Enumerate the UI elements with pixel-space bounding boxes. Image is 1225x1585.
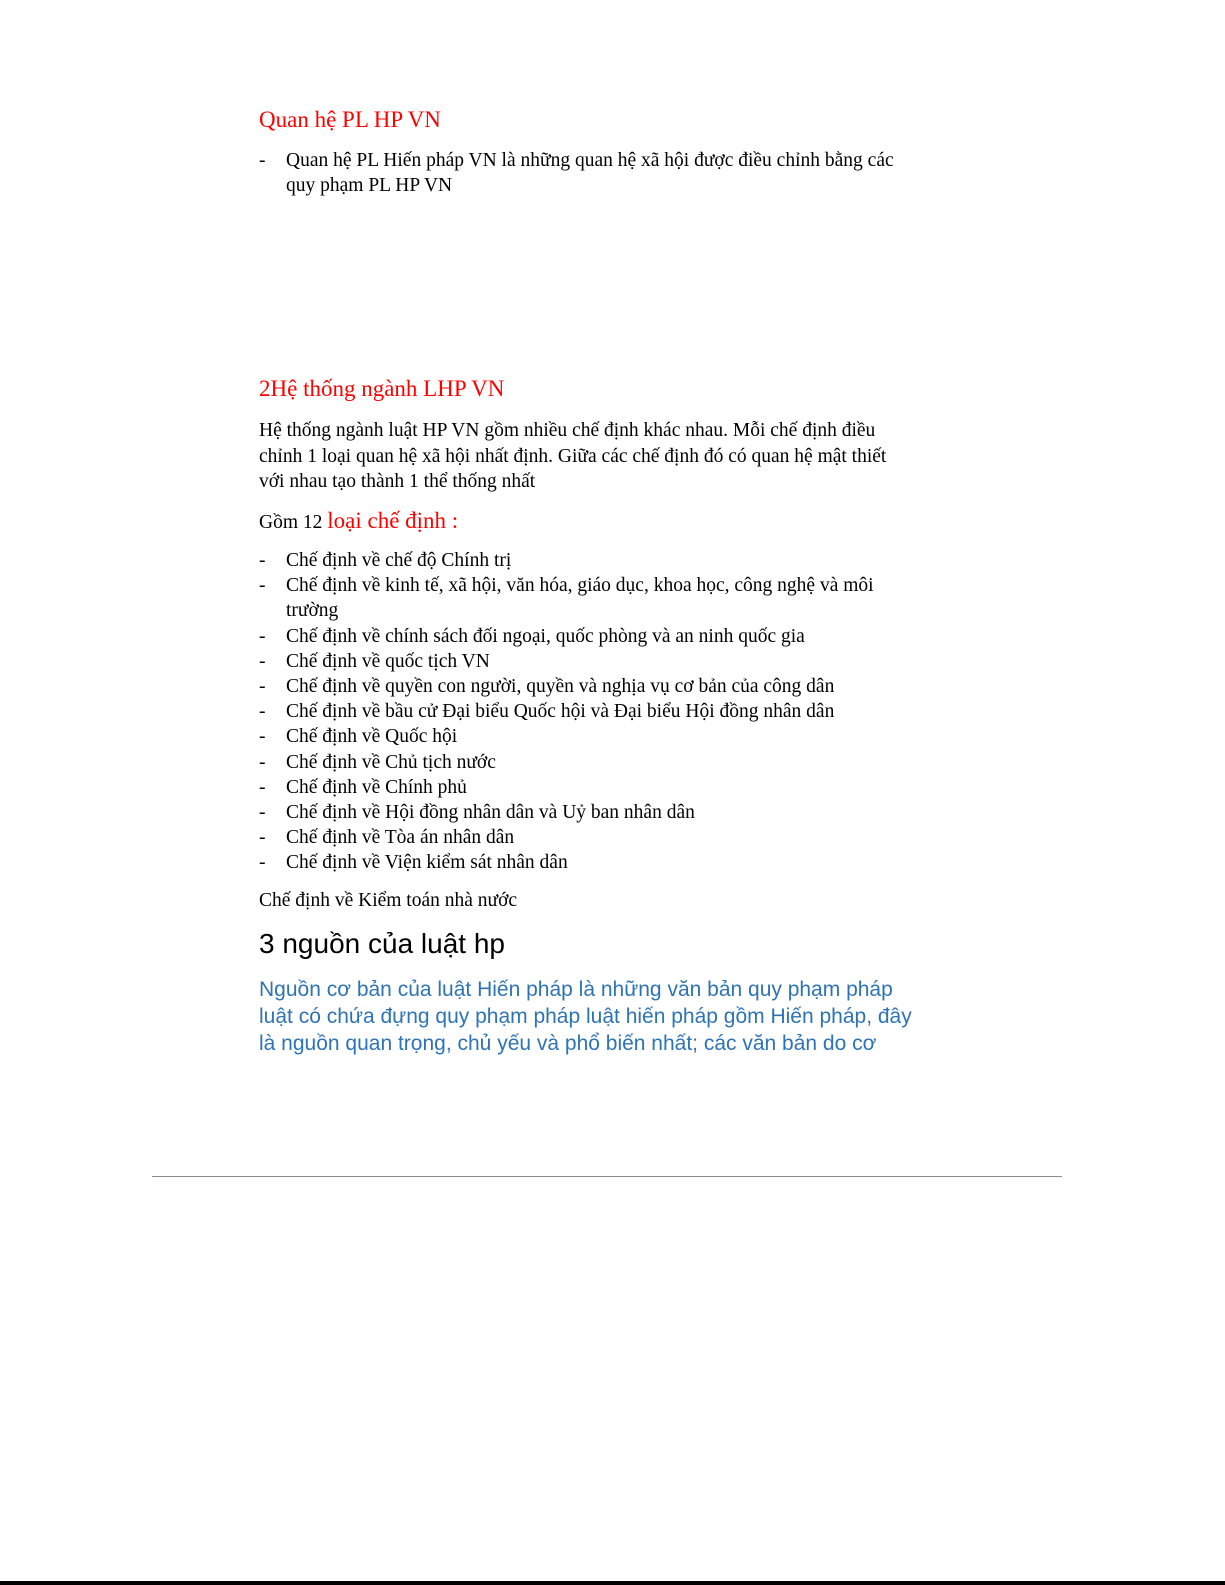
list-item-text: Chế định về Quốc hội <box>286 726 458 748</box>
bottom-edge-bar <box>0 1581 1225 1585</box>
list-item-line: trường <box>286 600 339 622</box>
section2-paragraph <box>259 418 886 495</box>
list-item <box>259 775 874 800</box>
list-item-line: quy phạm PL HP VN <box>286 175 453 197</box>
list-item <box>259 750 874 775</box>
list-item <box>259 850 874 875</box>
bullet-dash: - <box>259 751 266 773</box>
bullet-dash: - <box>259 150 266 171</box>
paragraph-line: Hệ thống ngành luật HP VN gồm nhiều chế định khác nhau. Mỗi chế định điều <box>259 420 876 441</box>
bullet-dash: - <box>259 802 266 824</box>
list-item <box>259 573 874 623</box>
list-item <box>259 548 874 573</box>
bullet-dash: - <box>259 776 266 798</box>
bullet-dash: - <box>259 827 266 849</box>
list-item <box>259 825 874 850</box>
section3-heading: 3 nguồn của luật hp <box>259 928 505 959</box>
count-label: loại chế định : <box>327 508 459 533</box>
list-item-text: Chế định về Chủ tịch nước <box>286 751 496 773</box>
list-item <box>259 624 874 649</box>
count-prefix: Gồm 12 <box>259 512 328 533</box>
list-item <box>259 699 874 724</box>
chedinh-list <box>259 548 874 876</box>
list-item <box>259 148 894 198</box>
bullet-dash: - <box>259 625 266 647</box>
paragraph-line: luật có chứa đựng quy phạm pháp luật hiến pháp gồm Hiến pháp, đây <box>259 1005 912 1028</box>
list-item <box>259 724 874 749</box>
list-item-text: Chế định về quốc tịch VN <box>286 650 490 672</box>
list-item-text: Chế định về quyền con người, quyền và nghịa vụ cơ bản của công dân <box>286 676 835 698</box>
list-item <box>259 649 874 674</box>
section1-heading: Quan hệ PL HP VN <box>259 107 441 132</box>
section1-list <box>259 148 894 198</box>
count-line <box>259 508 458 536</box>
list-item-line: Chế định về kinh tế, xã hội, văn hóa, giáo dục, khoa học, công nghệ và môi <box>286 575 874 597</box>
trailing-line: Chế định về Kiểm toán nhà nước <box>259 890 518 911</box>
bullet-dash: - <box>259 726 266 748</box>
paragraph-line: là nguồn quan trọng, chủ yếu và phổ biến nhất; các văn bản do cơ <box>259 1032 877 1055</box>
list-item <box>259 800 874 825</box>
bullet-dash: - <box>259 650 266 672</box>
page-divider <box>152 1176 1062 1177</box>
list-item <box>259 674 874 699</box>
paragraph-line: chỉnh 1 loại quan hệ xã hội nhất định. Giữa các chế định đó có quan hệ mật thiết <box>259 445 887 467</box>
bullet-dash: - <box>259 852 266 874</box>
list-item-text: Chế định về bầu cử Đại biểu Quốc hội và Đại biểu Hội đồng nhân dân <box>286 701 835 723</box>
bullet-dash: - <box>259 575 266 597</box>
list-item-line: Quan hệ PL Hiến pháp VN là những quan hệ xã hội được điều chỉnh bằng các <box>286 150 894 171</box>
bullet-dash: - <box>259 676 266 698</box>
paragraph-line: Nguồn cơ bản của luật Hiến pháp là những văn bản quy phạm pháp <box>259 978 893 1001</box>
paragraph-line: với nhau tạo thành 1 thể thống nhất <box>259 471 536 492</box>
list-item-text: Chế định về Tòa án nhân dân <box>286 827 515 849</box>
list-item-text: Chế định về chính sách đối ngoại, quốc phòng và an ninh quốc gia <box>286 625 805 647</box>
section3-paragraph <box>259 976 959 1057</box>
list-item-text: Chế định về Viện kiểm sát nhân dân <box>286 852 568 874</box>
list-item-text: Chế định về chế độ Chính trị <box>286 550 512 571</box>
section2-heading: 2Hệ thống ngành LHP VN <box>259 376 505 401</box>
list-item-text: Chế định về Chính phủ <box>286 776 467 798</box>
list-item-text: Chế định về Hội đồng nhân dân và Uỷ ban nhân dân <box>286 802 695 824</box>
bullet-dash: - <box>259 550 266 571</box>
bullet-dash: - <box>259 701 266 723</box>
